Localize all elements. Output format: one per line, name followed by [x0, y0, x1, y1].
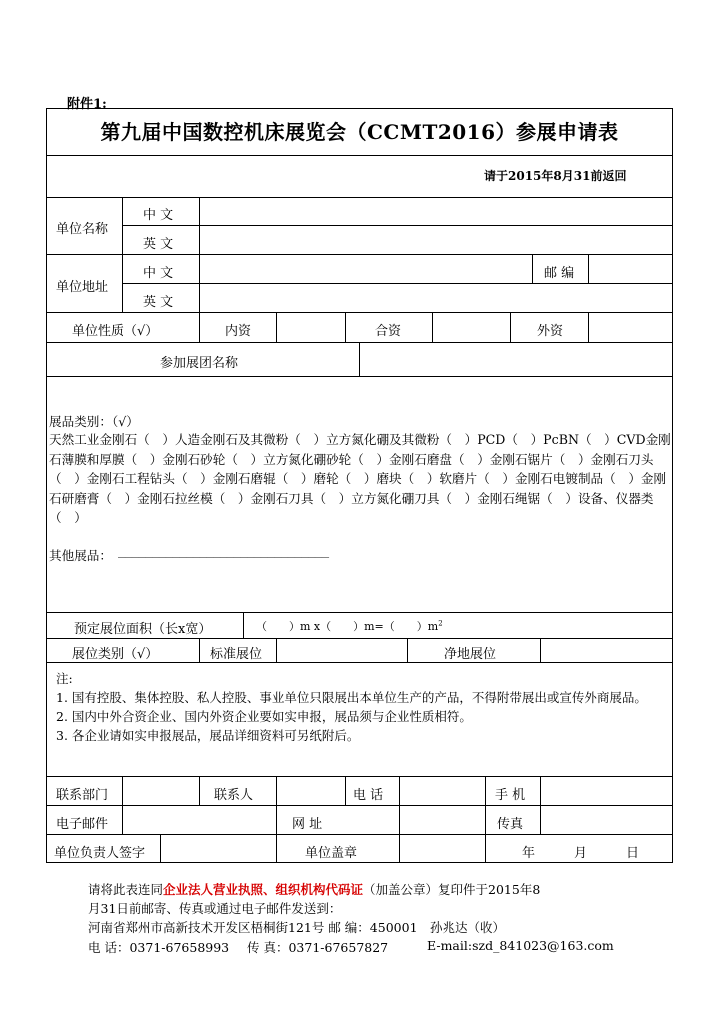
- form-title: 第九届中国数控机床展览会（CCMT2016）参展申请表: [100, 120, 619, 144]
- email-field[interactable]: [123, 806, 275, 833]
- contact-department-label: 联系部门: [56, 788, 109, 803]
- phone-label: 电 话: [353, 788, 384, 803]
- website-label: 网 址: [292, 817, 323, 832]
- unit-address-en-label: 英 文: [143, 295, 174, 310]
- mailing-address: 河南省郑州市高新技术开发区梧桐街121号 邮 编：450001 孙兆达（收）: [88, 920, 506, 935]
- unit-address-en-field[interactable]: [200, 284, 672, 311]
- unit-address-label: 单位地址: [56, 280, 109, 295]
- unit-seal-label: 单位盖章: [305, 846, 358, 861]
- footer-instruction: [88, 880, 540, 898]
- leader-signature-field[interactable]: [161, 835, 275, 862]
- nature-foreign-checkbox[interactable]: [589, 313, 672, 341]
- footer-instruction-post: （加盖公章）复印件于2015年8: [363, 882, 541, 897]
- footer-instruction-line2: 月31日前邮寄、传真或通过电子邮件发送到：: [88, 901, 342, 916]
- booth-raw-space-label: 净地展位: [444, 647, 497, 662]
- notes-heading: 注:: [56, 671, 73, 686]
- note-item: 3. 各企业请如实申报展品，展品详细资料可另纸附后。: [56, 728, 360, 743]
- postcode-label: 邮 编: [544, 266, 575, 281]
- contact-department-field[interactable]: [123, 777, 198, 804]
- unit-name-label: 单位名称: [56, 222, 109, 237]
- booth-standard-checkbox[interactable]: [277, 639, 406, 661]
- unit-address-cn-label: 中 文: [143, 266, 174, 281]
- attachment-label: 附件1:: [67, 97, 107, 112]
- nature-jv-label: 合资: [375, 324, 402, 339]
- exhibit-category-heading: 展品类别：（√）: [49, 414, 139, 429]
- email-label: 电子邮件: [56, 817, 109, 832]
- unit-address-cn-field[interactable]: [200, 255, 531, 282]
- website-field[interactable]: [400, 806, 484, 833]
- phone-field[interactable]: [400, 777, 484, 804]
- fax-field[interactable]: [541, 806, 672, 833]
- unit-seal-field[interactable]: [400, 835, 484, 862]
- booth-type-label: 展位类别（√）: [72, 647, 159, 662]
- other-exhibits-field[interactable]: _______________________________: [118, 543, 329, 558]
- delegation-field[interactable]: [360, 343, 672, 375]
- square-superscript: 2: [438, 619, 443, 628]
- other-exhibits-label: 其他展品：: [49, 548, 112, 563]
- footer-email[interactable]: E-mail:szd_841023@163.com: [427, 938, 614, 953]
- booth-area-formula[interactable]: [256, 618, 443, 634]
- exhibit-category-list[interactable]: 天然工业金刚石（ ）人造金刚石及其微粉（ ）立方氮化硼及其微粉（ ）PCD（ ）PcBN（ ）CVD金刚石薄膜和厚膜（ ）金刚石砂轮（ ）立方氮化硼砂轮（ ）金刚石磨盘（ ）金刚石锯片（ ）金刚石刀头（ ）金刚石工程钻头（ ）金刚石磨辊（ ）磨轮（ ）磨块（ ）软磨片（ ）金刚石电镀制品（ ）金刚石研磨膏（ ）金刚石拉丝模（ ）金刚石刀具（ ）立方氮化硼刀具（ ）金刚石绳锯（ ）设备、仪器类（ ）: [49, 432, 671, 525]
- booth-area-formula-text: （ ）m x（ ）m=（ ）m: [256, 620, 439, 633]
- nature-jv-checkbox[interactable]: [433, 313, 509, 341]
- unit-nature-label: 单位性质（√）: [72, 324, 159, 339]
- nature-domestic-checkbox[interactable]: [277, 313, 344, 341]
- leader-signature-label: 单位负责人签字: [54, 846, 146, 861]
- booth-raw-space-checkbox[interactable]: [541, 639, 672, 661]
- mobile-label: 手 机: [495, 788, 526, 803]
- note-item: 1. 国有控股、集体控股、私人控股、事业单位只限展出本单位生产的产品，不得附带展出或宣传外商展品。: [56, 690, 647, 705]
- nature-foreign-label: 外资: [537, 324, 564, 339]
- date-month-label: 月: [574, 846, 588, 861]
- date-day-label: 日: [626, 846, 640, 861]
- footer-instruction-pre: 请将此表连同: [88, 882, 164, 897]
- mobile-field[interactable]: [541, 777, 672, 804]
- fax-label: 传真: [497, 817, 524, 832]
- footer-fax: 传 真：0371-67657827: [247, 940, 389, 955]
- postcode-field[interactable]: [589, 255, 672, 282]
- unit-name-en-label: 英 文: [143, 237, 174, 252]
- unit-name-cn-label: 中 文: [143, 208, 174, 223]
- footer-phone: 电 话：0371-67658993: [88, 940, 230, 955]
- notes-section: [56, 669, 672, 745]
- required-documents: 企业法人营业执照、组织机构代码证: [163, 882, 364, 897]
- contact-person-field[interactable]: [277, 777, 344, 804]
- date-year-label: 年: [522, 846, 536, 861]
- unit-name-en-field[interactable]: [200, 226, 672, 253]
- return-deadline: 请于2015年8月31前返回: [484, 169, 627, 183]
- delegation-label: 参加展团名称: [160, 356, 239, 371]
- unit-name-cn-field[interactable]: [200, 198, 672, 224]
- contact-person-label: 联系人: [214, 788, 254, 803]
- booth-area-label: 预定展位面积（长x宽）: [74, 622, 212, 637]
- note-item: 2. 国内中外合资企业、国内外资企业要如实申报，展品须与企业性质相符。: [56, 709, 472, 724]
- booth-standard-label: 标准展位: [210, 647, 263, 662]
- nature-domestic-label: 内资: [225, 324, 252, 339]
